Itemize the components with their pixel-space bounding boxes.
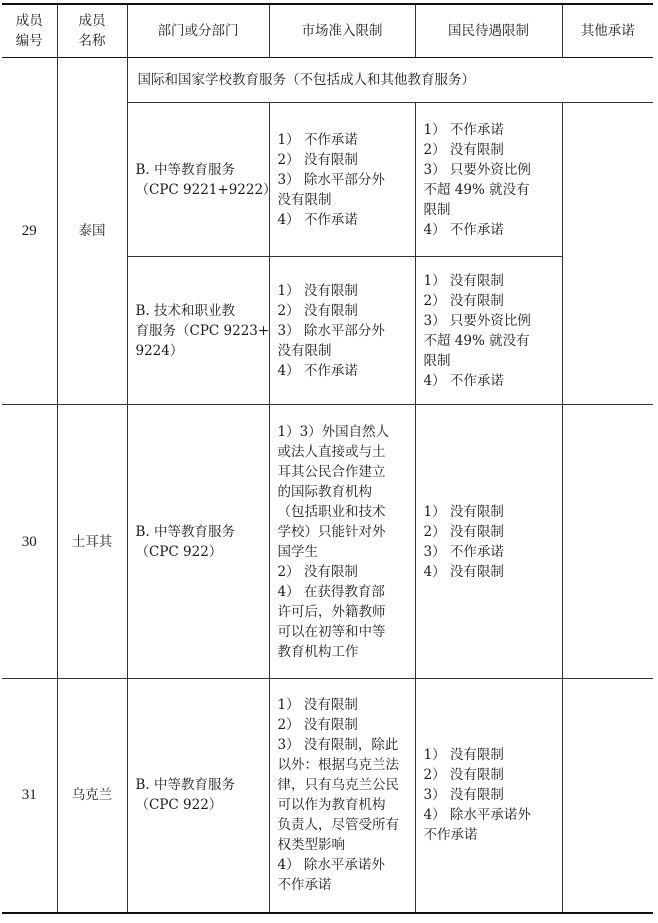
sector-cell — [127, 257, 269, 405]
text-line: 3） 除水平部分外 — [277, 322, 385, 339]
text-line: （CPC 922） — [135, 797, 223, 814]
member-name-cell: 乌克兰 — [57, 679, 127, 913]
text-line: 1） 没有限制 — [423, 272, 504, 289]
text-line: B. 中等教育服务 — [135, 777, 236, 794]
market-access-cell — [269, 405, 415, 679]
text-line: 限制 — [423, 201, 451, 218]
header-member-no-line2: 编号 — [15, 33, 43, 49]
other-cell — [562, 405, 653, 679]
text-line: 没有限制 — [277, 191, 332, 208]
text-line: 学校）只能针对外 — [277, 523, 386, 540]
national-treatment-cell — [415, 405, 562, 679]
text-line: 许可后，外籍教师 — [277, 603, 386, 620]
national-treatment-cell — [415, 257, 562, 405]
text-line: 2） 没有限制 — [277, 302, 358, 319]
text-line: 可以在初等和中等 — [277, 623, 386, 640]
text-line: 不超 49% 就没有 — [423, 332, 530, 349]
text-line: 1） 没有限制 — [423, 747, 504, 764]
text-line: 2） 没有限制 — [277, 151, 358, 168]
text-line: （包括职业和技术 — [277, 503, 386, 520]
header-member-name-line2: 名称 — [78, 33, 106, 49]
header-row — [2, 4, 653, 58]
text-line: B. 中等教育服务 — [135, 161, 236, 178]
sector-cell — [127, 405, 269, 679]
sector-cell — [127, 679, 269, 913]
text-line: 2） 没有限制 — [423, 523, 504, 540]
text-line: 2） 没有限制 — [423, 292, 504, 309]
text-line: （CPC 922） — [135, 543, 223, 560]
text-line: 3） 不作承诺 — [423, 543, 504, 560]
header-member-no — [2, 4, 57, 58]
text-line: 3） 没有限制，除此 — [277, 737, 399, 754]
text-line: 的国际教育机构 — [277, 483, 372, 500]
header-member-name-line1: 成员 — [78, 13, 106, 29]
text-line: 4） 不作承诺 — [277, 211, 358, 228]
text-line: 不作承诺 — [423, 827, 478, 844]
text-line: 可以作为教育机构 — [277, 797, 386, 814]
text-line: 以外：根据乌克兰法 — [277, 757, 399, 774]
text-line: 1） 不作承诺 — [277, 131, 358, 148]
text-line: 1） 没有限制 — [277, 697, 358, 714]
text-line: 2） 没有限制 — [277, 563, 358, 580]
text-line: 3） 没有限制 — [423, 787, 504, 804]
member-name-cell: 泰国 — [57, 58, 127, 405]
text-line: 2） 没有限制 — [277, 717, 358, 734]
text-line: 限制 — [423, 352, 451, 369]
text-line: 负责人，尽管受所有 — [277, 817, 399, 834]
national-treatment-cell — [415, 679, 562, 913]
text-line: 1） 没有限制 — [423, 503, 504, 520]
market-access-cell — [269, 679, 415, 913]
text-line: 1） 没有限制 — [277, 282, 358, 299]
text-line: （CPC 9221+9222） — [135, 181, 277, 198]
header-market-access: 市场准入限制 — [269, 4, 415, 58]
category-cell: 国际和国家学校教育服务（不包括成人和其他教育服务） — [127, 58, 653, 103]
text-line: 4） 不作承诺 — [423, 221, 504, 238]
text-line: 1） 不作承诺 — [423, 121, 504, 138]
header-sector: 部门或分部门 — [127, 4, 269, 58]
member-name-cell: 土耳其 — [57, 405, 127, 679]
header-member-no-line1: 成员 — [15, 13, 43, 29]
text-line: 4） 不作承诺 — [277, 362, 358, 379]
text-line: 2） 没有限制 — [423, 141, 504, 158]
sector-cell — [127, 103, 277, 257]
member-no-cell: 29 — [2, 58, 57, 405]
table-row — [2, 58, 653, 103]
text-line: 不作承诺 — [277, 877, 332, 894]
other-cell — [562, 679, 653, 913]
commitments-table — [2, 3, 653, 914]
text-line: 4） 除水平承诺外 — [277, 857, 385, 874]
text-line: 育服务（CPC 9223+ — [135, 322, 270, 339]
text-line: 教育机构工作 — [277, 643, 359, 660]
header-member-name — [57, 4, 127, 58]
text-line: B. 中等教育服务 — [135, 523, 236, 540]
header-other: 其他承诺 — [562, 4, 653, 58]
text-line: 3） 只要外资比例 — [423, 312, 531, 329]
table-row — [2, 405, 653, 679]
text-line: 3） 只要外资比例 — [423, 161, 531, 178]
market-access-cell — [269, 103, 415, 257]
text-line: 1）3）外国自然人 — [277, 423, 390, 440]
text-line: 权类型影响 — [277, 837, 345, 854]
text-line: 4） 不作承诺 — [423, 372, 504, 389]
text-line: 没有限制 — [277, 342, 332, 359]
text-line: 3） 除水平部分外 — [277, 171, 385, 188]
text-line: 4） 除水平承诺外 — [423, 807, 531, 824]
text-line: 9224） — [135, 342, 184, 359]
member-no-cell: 30 — [2, 405, 57, 679]
text-line: 4） 在获得教育部 — [277, 583, 385, 600]
header-national-treatment: 国民待遇限制 — [415, 4, 562, 58]
text-line: 4） 没有限制 — [423, 563, 504, 580]
text-line: 律，只有乌克兰公民 — [277, 777, 399, 794]
text-line: 或法人直接或与土 — [277, 443, 386, 460]
text-line: 2） 没有限制 — [423, 767, 504, 784]
text-line: B. 技术和职业教 — [135, 302, 236, 319]
text-line: 不超 49% 就没有 — [423, 181, 530, 198]
text-line: 国学生 — [277, 543, 318, 560]
text-line: 耳其公民合作建立 — [277, 463, 386, 480]
market-access-cell — [269, 257, 415, 405]
member-no-cell: 31 — [2, 679, 57, 913]
table-row — [2, 679, 653, 913]
other-cell — [562, 103, 653, 405]
national-treatment-cell — [415, 103, 562, 257]
